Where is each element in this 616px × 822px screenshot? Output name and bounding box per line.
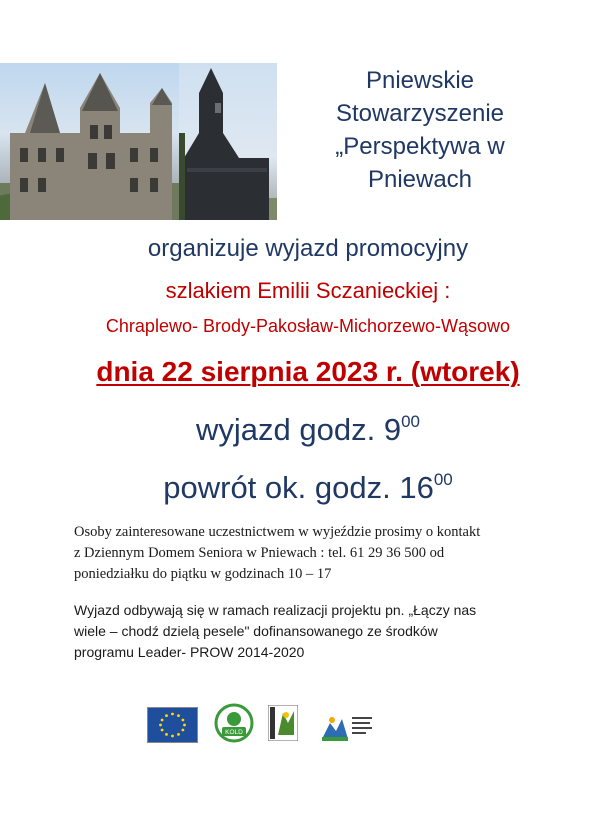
- wooden-church-photo: [179, 63, 277, 220]
- eu-flag-logo: [147, 707, 198, 743]
- project-line: Wyjazd odbywają się w ramach realizacji projektu pn. „Łączy nas: [74, 602, 477, 618]
- title-line: Pniewach: [367, 166, 473, 193]
- title-line: Stowarzyszenie: [335, 100, 505, 127]
- trip-date: dnia 22 sierpnia 2023 r. (wtorek): [96, 356, 520, 387]
- contact-line: z Dziennym Domem Seniora w Pniewach : tel. 61 29 36 500 od: [74, 545, 445, 561]
- return-time: [0, 470, 616, 506]
- prow-logo: [320, 711, 378, 743]
- contact-line: Osoby zainteresowane uczestnictwem w wyjeździe prosimy o kontakt: [74, 524, 481, 540]
- project-line: wiele – chodź dzielą pesele" dofinansowanego ze środków: [74, 623, 438, 639]
- return-minutes: 00: [433, 470, 453, 489]
- association-title: [300, 64, 540, 196]
- kold-logo-text: KOLD: [225, 729, 243, 736]
- project-paragraph: [74, 600, 544, 663]
- title-line: Pniewskie: [365, 67, 475, 94]
- departure-minutes: 00: [401, 412, 420, 431]
- route-text: Chraplewo- Brody-Pakosław-Michorzewo-Wąsowo: [105, 316, 511, 336]
- project-line: programu Leader- PROW 2014-2020: [74, 644, 305, 660]
- leader-logo: [268, 705, 298, 741]
- title-line: „Perspektywa w: [335, 133, 505, 160]
- organizes-trip-text: organizuje wyjazd promocyjny: [147, 235, 469, 262]
- kold-logo: [214, 703, 254, 743]
- contact-paragraph: [74, 522, 544, 585]
- return-label: powrót ok. godz. 16: [163, 470, 434, 505]
- trail-name: szlakiem Emilii Sczanieckiej :: [165, 278, 451, 303]
- sponsor-logos: [0, 703, 616, 748]
- contact-line: poniedziałku do piątku w godzinach 10 – 17: [74, 566, 332, 582]
- palace-photo: [0, 63, 179, 220]
- departure-label: wyjazd godz. 9: [196, 412, 402, 447]
- departure-time: [0, 412, 616, 448]
